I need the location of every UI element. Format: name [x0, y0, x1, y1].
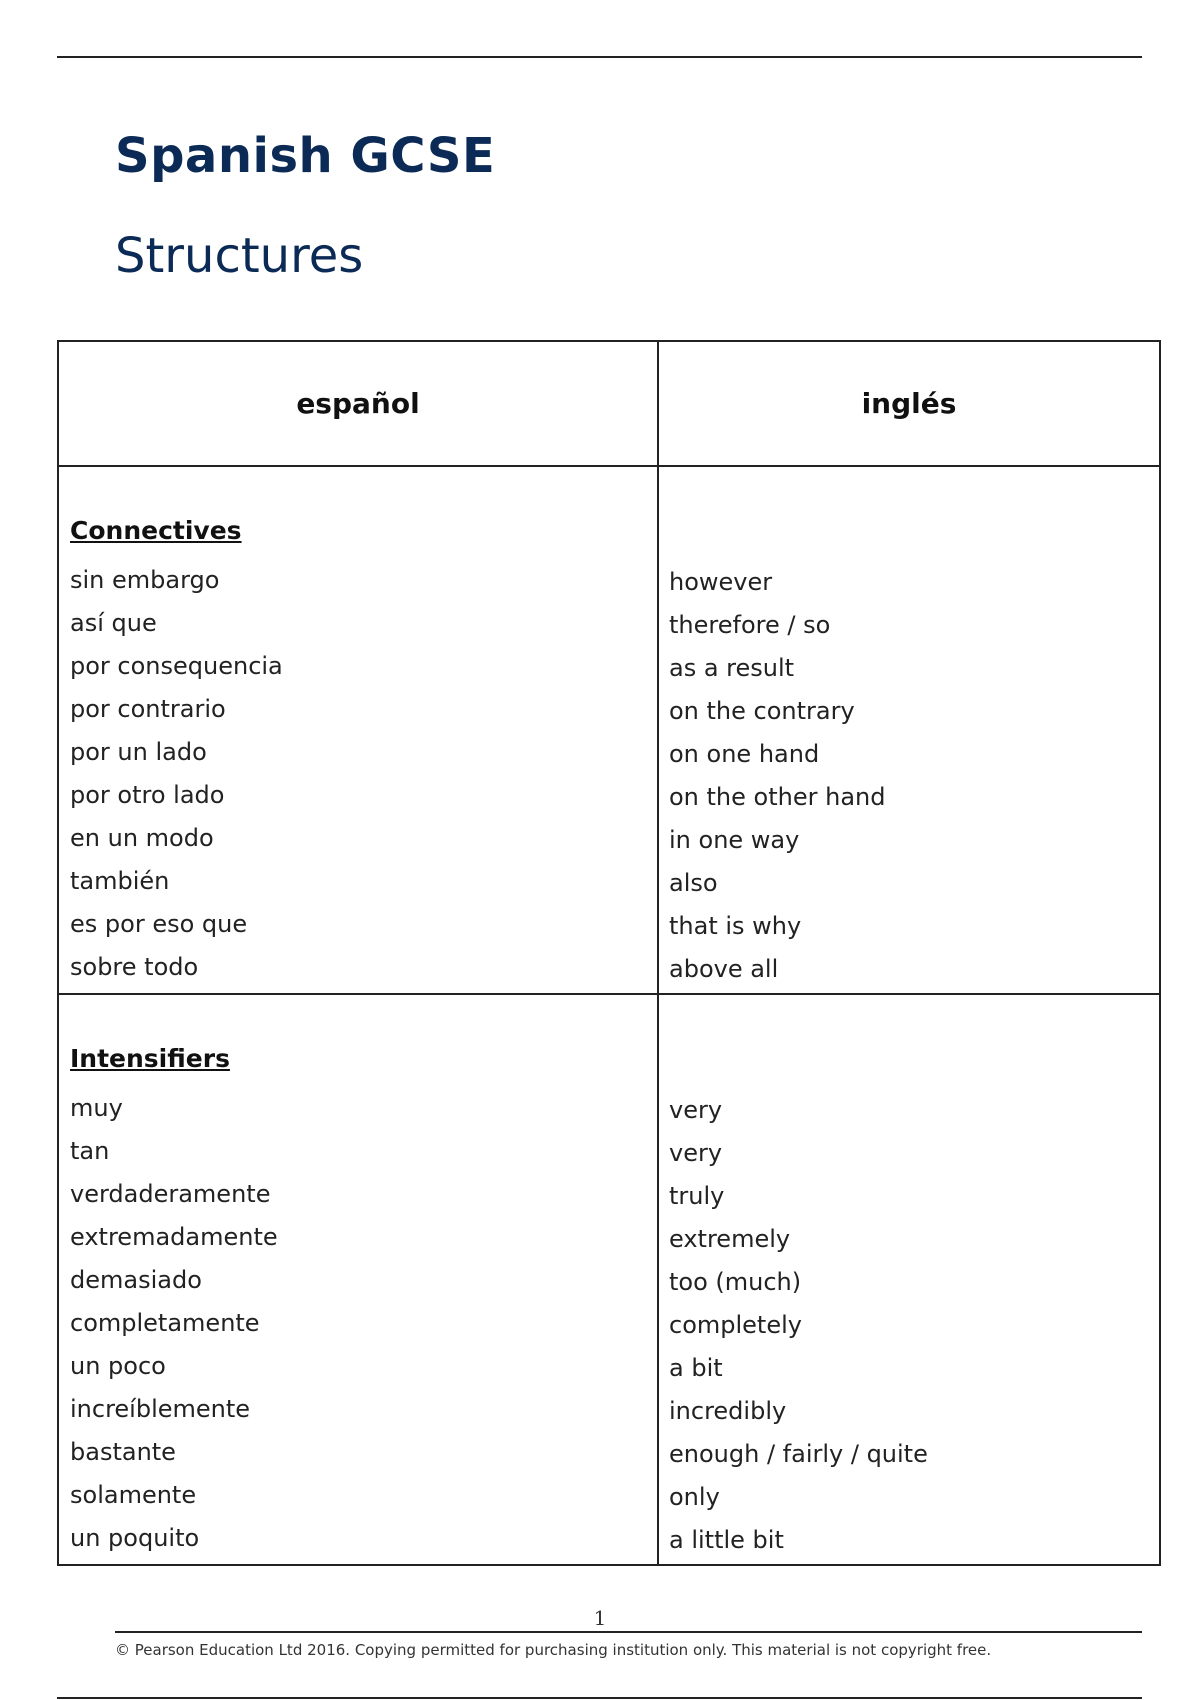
english-term: on the contrary	[669, 697, 855, 725]
spanish-term: por contrario	[70, 695, 226, 723]
english-term: incredibly	[669, 1397, 787, 1425]
spanish-term: increíblemente	[70, 1395, 251, 1423]
english-term: as a result	[669, 654, 795, 682]
header-spanish: español	[58, 341, 658, 466]
page-number: 1	[593, 1606, 607, 1630]
english-term: a bit	[669, 1354, 723, 1382]
spanish-term: así que	[70, 609, 157, 637]
spanish-term: un poquito	[70, 1524, 200, 1552]
spanish-term: en un modo	[70, 824, 214, 852]
spanish-term: tan	[70, 1137, 110, 1165]
spanish-term: también	[70, 867, 170, 895]
spanish-term: por un lado	[70, 738, 207, 766]
english-term: too (much)	[669, 1268, 802, 1296]
spanish-term: solamente	[70, 1481, 197, 1509]
english-term: completely	[669, 1311, 802, 1339]
section-heading: Connectives	[70, 516, 242, 545]
table-header-row	[58, 341, 1160, 466]
english-term: enough / fairly / quite	[669, 1440, 928, 1468]
english-term: very	[669, 1139, 723, 1167]
spanish-term: muy	[70, 1094, 123, 1122]
english-term: truly	[669, 1182, 725, 1210]
spanish-term: por consequencia	[70, 652, 283, 680]
spanish-term: demasiado	[70, 1266, 202, 1294]
spanish-term: sobre todo	[70, 953, 199, 981]
bottom-rule	[57, 1697, 1142, 1699]
page-subtitle: Structures	[115, 228, 364, 284]
copyright-notice: © Pearson Education Ltd 2016. Copying permitted for purchasing institution only. This material is not copyright free.	[115, 1641, 992, 1659]
spanish-term: sin embargo	[70, 566, 220, 594]
section-heading: Intensifiers	[70, 1044, 230, 1073]
spanish-term: por otro lado	[70, 781, 225, 809]
spanish-term: es por eso que	[70, 910, 248, 938]
english-term: above all	[669, 955, 779, 983]
english-cell	[658, 994, 1160, 1565]
spanish-term: extremadamente	[70, 1223, 278, 1251]
english-term: however	[669, 568, 773, 596]
section-row-connectives	[58, 466, 1160, 994]
english-term: on one hand	[669, 740, 820, 768]
footer-rule	[115, 1631, 1142, 1633]
section-row-intensifiers	[58, 994, 1160, 1565]
english-term: also	[669, 869, 718, 897]
english-term: extremely	[669, 1225, 791, 1253]
english-term: therefore / so	[669, 611, 831, 639]
english-term: on the other hand	[669, 783, 886, 811]
english-term: in one way	[669, 826, 800, 854]
english-term: a little bit	[669, 1526, 784, 1554]
page-title: Spanish GCSE	[115, 128, 496, 184]
spanish-cell	[58, 466, 658, 994]
spanish-cell	[58, 994, 658, 1565]
spanish-term: bastante	[70, 1438, 176, 1466]
english-term: very	[669, 1096, 723, 1124]
vocabulary-table	[57, 340, 1161, 1566]
english-term: only	[669, 1483, 720, 1511]
spanish-term: completamente	[70, 1309, 260, 1337]
spanish-term: verdaderamente	[70, 1180, 271, 1208]
top-rule	[57, 56, 1142, 58]
spanish-term: un poco	[70, 1352, 166, 1380]
header-english: inglés	[658, 341, 1160, 466]
english-term: that is why	[669, 912, 802, 940]
english-cell	[658, 466, 1160, 994]
